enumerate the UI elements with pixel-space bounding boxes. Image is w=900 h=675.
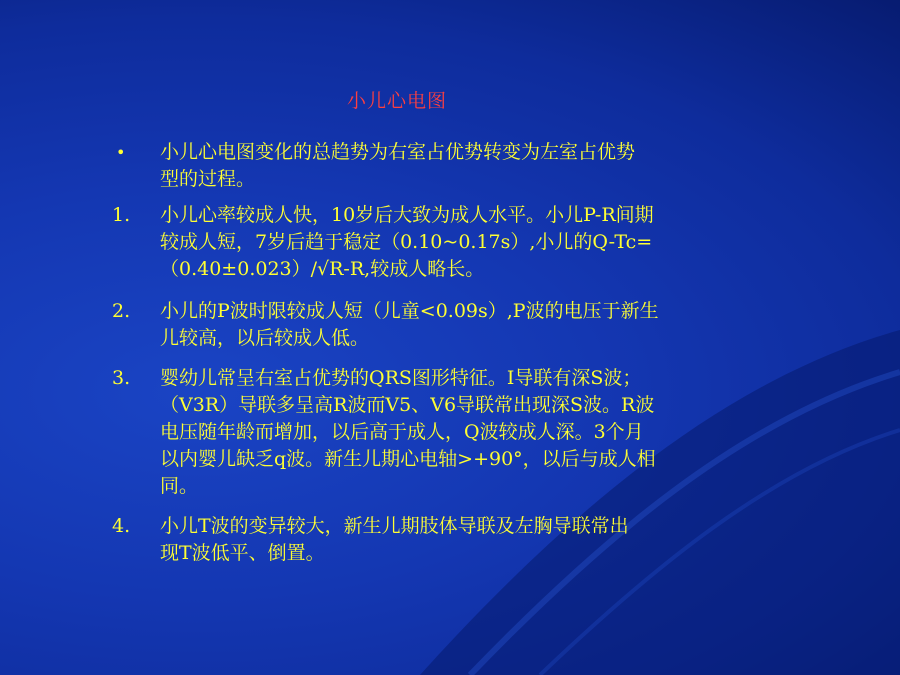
list-number: 3. xyxy=(112,367,131,389)
list-number: 4. xyxy=(112,515,131,537)
list-item-text: 小儿T波的变异较大，新生儿期肢体导联及左胸导联常出 现T波低平、倒置。 xyxy=(160,515,629,564)
list-item-text: 婴幼儿常呈右室占优势的QRS图形特征。I导联有深S波； （V3R）导联多呈高R波而V5、V6导联常出现深S波。R波 电压随年龄而增加，以后高于成人，Q波较成人深。3个月 以内婴儿缺乏q波。新生儿期心电轴>+90°，以后与成人相 同。 xyxy=(160,367,656,497)
list-item-text: 小儿心电图变化的总趋势为右室占优势转变为左室占优势 型的过程。 xyxy=(160,141,636,190)
list-number: 1. xyxy=(112,204,131,226)
slide-title: 小儿心电图 xyxy=(347,90,448,112)
list-item-text: 小儿的P波时限较成人短（儿童<0.09s）,P波的电压于新生 儿较高，以后较成人低。 xyxy=(160,300,659,349)
bullet-marker: • xyxy=(116,143,126,162)
list-number: 2. xyxy=(112,300,131,322)
list-item-text: 小儿心率较成人快，10岁后大致为成人水平。小儿P-R间期 较成人短，7岁后趋于稳定（0.10~0.17s）,小儿的Q-Tc= （0.40±0.023）/√R-R,较成人略长。 xyxy=(160,204,654,280)
